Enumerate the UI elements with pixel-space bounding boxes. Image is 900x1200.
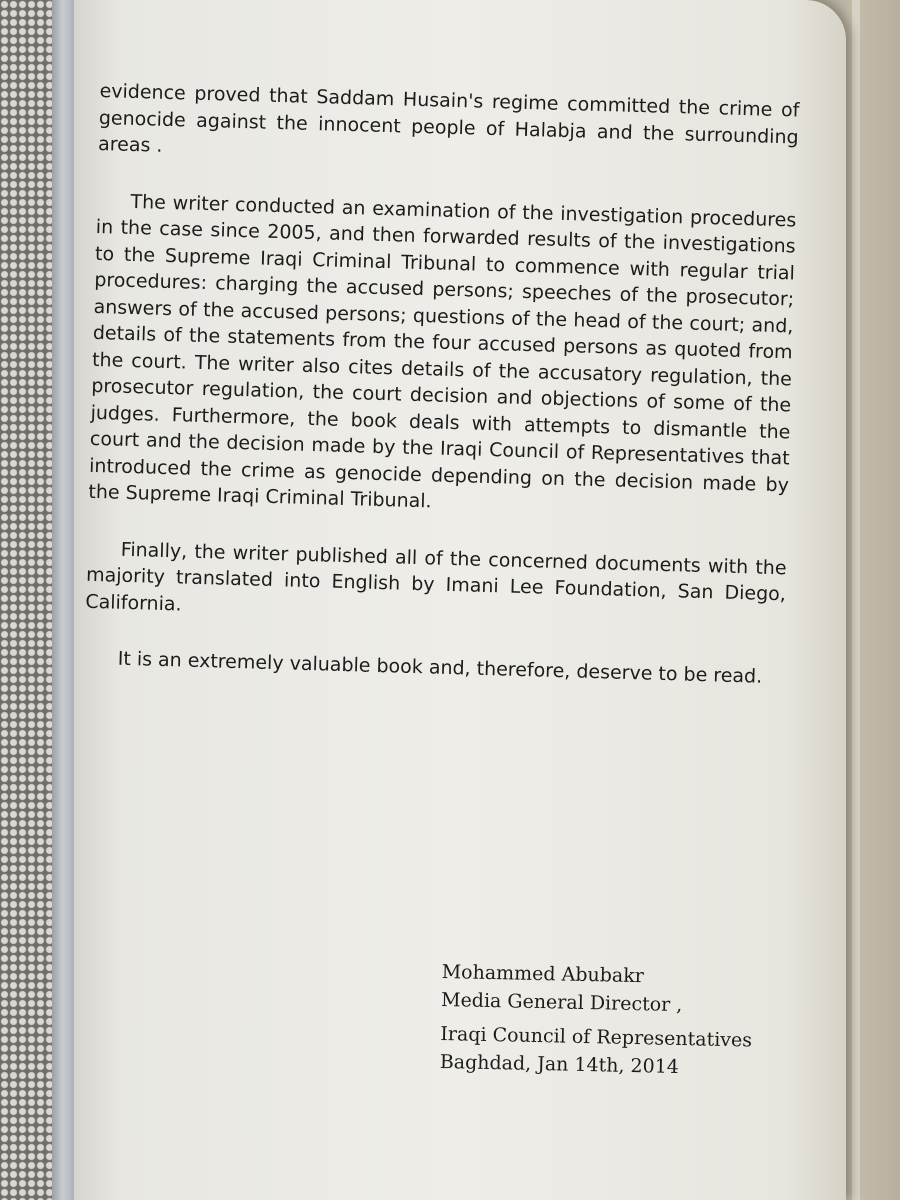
signature-place-date: Baghdad, Jan 14th, 2014	[439, 1050, 680, 1078]
next-page-edge	[852, 0, 860, 1200]
page-body	[83, 78, 799, 691]
signature-block	[440, 958, 802, 1084]
paragraph-finally: Finally, the writer published all of the concerned documents with the majority translated into English by Imani Lee Foundation, San Diego, California.	[85, 538, 787, 615]
signature-organization: Iraqi Council of Representatives	[440, 1022, 753, 1052]
signature-title: Media General Director ,	[440, 988, 683, 1017]
signature-name: Mohammed Abubakr	[441, 960, 645, 988]
paragraph-evidence: evidence proved that Saddam Husain's regime committed the crime of genocide against the innocent people of Halabja and the surrounding areas .	[97, 79, 800, 157]
cover-mesh-background	[0, 0, 60, 1200]
paragraph-examination: The writer conducted an examination of the investigation procedures in the case since 2005, and then forwarded results of the investigations to the Supreme Iraqi Criminal Tribunal to commence with regular trial procedures: charging the accused persons; speeches of the prosecutor; answers of the accused persons; questions of the head of the court; and, details of the statements from the four accused persons as quoted from the court. The writer also cites details of the accusatory regulation, the prosecutor regulation, the court decision and objections of some of the judges. Furthermore, the book deals with attempts to dismantle the court and the decision made by the Iraqi Council of Representatives that introduced the crime as genocide depending on the decision made by the Supreme Iraqi Criminal Tribunal.	[88, 190, 797, 513]
paragraph-valuable: It is an extremely valuable book and, therefore, deserve to be read.	[117, 647, 763, 688]
